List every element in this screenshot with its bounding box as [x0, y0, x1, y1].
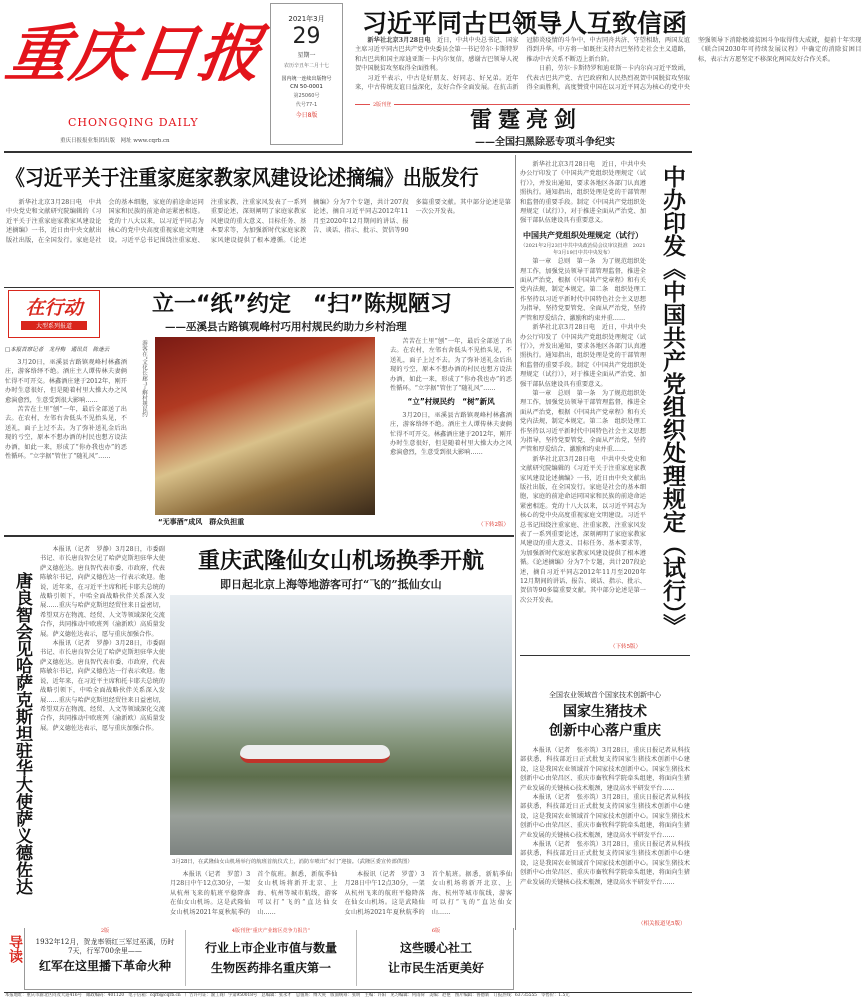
cn-number: CN 50-0001	[290, 84, 323, 90]
guide-page: 6版	[431, 928, 441, 934]
village-corridor-photo	[155, 337, 375, 515]
rural-headline: 立一“纸”约定 “扫”陈规陋习	[152, 292, 452, 317]
feature-headline: 雷霆亮剑	[470, 108, 583, 133]
airport-headline: 重庆武隆仙女山机场换季开航	[198, 549, 485, 574]
issn-label: 国内统一连续出版物号	[281, 76, 332, 82]
photo-caption-heading: “无事酒”成风 群众负担重	[158, 518, 245, 526]
book-story-headline: 《习近平关于注重家庭家教家风建设论述摘编》出版发行	[6, 166, 479, 190]
top-story-paragraph: 习近平表示，中古是好朋友、好同志、好兄弟。近年来，中古传统友谊日益深化，友好合作全面发展。在抗击新冠肺炎疫情的斗争中，中古同舟共济、守望相助，两国友谊得到升华。中方将一如既往支持古巴坚持走社会主义道路，推动中古关系不断迈上新台阶。	[355, 37, 690, 92]
pig-headline-line1: 国家生猪技术	[563, 704, 647, 720]
see-page-note: 2版刊登	[370, 101, 394, 108]
publisher-line: 重庆日报报业集团出版 网址 www.cqrb.cn	[60, 138, 170, 144]
airport-photo-caption: 3月28日，在武隆仙女山机场举行的航班首航仪式上，消防车喷出“水门”迎接。（武隆区委宣传部供图）	[172, 859, 413, 865]
right-column-body	[520, 160, 646, 639]
rural-paragraph: 3月20日，巫溪县古路镇观峰村林鑫酒庄，游客络绎不绝。酒庄主人谭传林夫妻俩忙得不可开交。林鑫酒庄建于2012年，刚开办时生意很好，但是随着村里大操大办之风愈演愈烈，生意受到很大影响……	[5, 359, 127, 404]
guide-box	[24, 928, 514, 990]
right-vertical-headline: 中办印发《中国共产党组织处理规定（试行）》	[659, 165, 685, 637]
guide-label: 导读	[7, 935, 23, 963]
continued-note: （下转5版）	[610, 644, 641, 650]
pig-paragraph: 本报讯（记者 张亦筑）3月28日，重庆日报记者从科技部获悉，科技部近日正式批复支持国家生猪技术创新中心建设，这是我国农业领域首个国家技术创新中心。国家生猪技术创新中心由荣昌区、重庆市畜牧科学院牵头组建，将面向生猪产业发展的关键核心技术瓶颈，建设高水平研发平台……	[520, 747, 690, 792]
rural-body-left	[5, 358, 127, 526]
rural-paragraph: 苦苦在土里“刨”一年，最后全部送了出去。在农村，左邻右舍低头不见抬头见，不送礼，面子上过不去。为了弥补送礼金后出现的亏空，原本不想办酒的村民也想方设法办酒，如此一来，形成了“你办我也办”的恶性循环。“立字据”管住了“随礼风”……	[390, 338, 512, 393]
pig-body	[520, 746, 690, 915]
guide-item[interactable]	[25, 928, 185, 990]
guide-item[interactable]	[357, 928, 515, 990]
rural-paragraph: 3月20日，巫溪县古路镇观峰村林鑫酒庄，游客络绎不绝。酒庄主人谭传林夫妻俩忙得不可开交。林鑫酒庄建于2012年，刚开办时生意很好，但是随着村里大操大办之风愈演愈烈，生意受到很大影响……	[390, 411, 512, 457]
masthead-logo: 重庆日报	[1, 17, 268, 90]
pig-kicker: 全国农业领域首个国家技术创新中心	[549, 691, 661, 699]
pig-headline-line2: 创新中心落户重庆	[549, 723, 661, 739]
guide-item[interactable]	[186, 928, 356, 990]
airport-body	[170, 870, 512, 922]
guide-title: 这些暖心社工	[399, 941, 472, 955]
date-weekday: 星期一	[297, 52, 316, 59]
book-story-body	[6, 198, 511, 284]
date-day: 29	[292, 24, 321, 49]
photo-side-caption: 游客在“文化长廊”了解村规民约	[141, 340, 147, 418]
book-story-paragraph: 新华社北京3月28日电 中共中央党史和文献研究院编辑的《习近平关于注重家庭家教家风建设论述摘编》一书，近日由中央文献出版社出版，在全国发行。家庭是社会的基本细胞，家庭的前途命运同国家和民族的前途命运紧密相连。党的十八大以来，以习近平同志为核心的党中央高度重视家庭文明建设。习近平总书记围绕注重家庭、注重家教、注重家风发表了一系列重要论述，深刻阐明了家庭家教家风建设的重大意义、目标任务、基本要求等，为加强新时代家庭家教家风建设提供了根本遵循。《论述摘编》分为7个专题，共计207段论述，摘自习近平同志2012年11月至2020年12月期间的讲话、报告、谈话、指示、批示、贺信等90多篇重要文献。其中部分论述是第一次公开发表。	[6, 199, 511, 244]
airport-water-salute-photo	[170, 595, 512, 855]
regulation-body: 第一章 总则 第一条 为了规范组织处理工作，加强党员领导干部管理监督，推进全面从严治党，根据《中国共产党章程》和有关党内法规，制定本规定。第二条 组织处理工作坚持以习近平新时代中国特色社会主义思想为指导，坚持党要管党、全面从严治党，坚持严管和厚爱结合、激励和约束并重……	[520, 389, 646, 454]
rural-paragraph: 苦苦在土里“刨”一年，最后全部送了出去。在农村，左邻右舍低头不见抬头见，不送礼，面子上过不去。为了弥补送礼金后出现的亏空，原本不想办酒的村民也想方设法办酒，如此一来，形成了“你办我也办”的恶性循环。“立字据”管住了“随礼风”……	[5, 406, 127, 461]
top-story-paragraph: 近日，中共中央总书记、国家主席习近平同古巴共产党中央委员会第一书记劳尔·卡斯特罗和古巴共和国主席迪亚斯－卡内尔复信，感谢古巴领导人祝贺中国脱贫攻坚取得全面胜利。	[355, 37, 519, 73]
right-column-paragraph: 新华社北京3月28日电 近日，中共中央办公厅印发了《中国共产党组织处理规定（试行）》，并发出通知，要求各地区各部门认真遵照执行。通知指出，组织处理是党的干部管理和监督的重要手段。制定《中国共产党组织处理规定（试行）》，对于推进全面从严治党、加强干部队伍建设具有重要意义。	[520, 324, 646, 388]
footer-info: 本报地址：重庆市渝北区同茂大道416号 邮政编码：401120 电子信箱：cqrb@cqrb.cn 广告许可证：渝工商广字第950018号 总编辑：张永才 总值班：傅大庚 版面统筹：张明 主编：许阳 见习编辑：何雨荷 美编：赵艳 图片编辑：鲁德新 订报热线：63735555 零售价：1.5元	[5, 993, 570, 998]
top-story-paragraph: 日前，劳尔·卡斯特罗和迪亚斯－卡内尔向习近平致函，代表古巴共产党、古巴政府和人民热烈祝贺中国脱贫攻坚取得全面胜利，高度赞赏中国在以习近平同志为核心的党中央坚强领导下消除极端贫困斗争取得伟大成就，提前十年实现《联合国2030年可持续发展议程》中确定的消除贫困目标，表示古方愿坚定不移深化两国友好合作关系。	[526, 37, 862, 92]
guide-page: 4版刊登“重庆产业辖区竞争力报告”	[231, 928, 311, 934]
pig-paragraph: 本报讯（记者 张亦筑）3月28日，重庆日报记者从科技部获悉，科技部近日正式批复支持国家生猪技术创新中心建设，这是我国农业领域首个国家技术创新中心。国家生猪技术创新中心由荣昌区、重庆市畜牧科学院牵头组建，将面向生猪产业发展的关键核心技术瓶颈，建设高水平研发平台……	[520, 794, 690, 839]
top-story-body	[355, 36, 862, 98]
guide-title: 行业上市企业市值与数量	[204, 941, 337, 955]
stamp-title: 在行动	[25, 297, 83, 319]
right-column-paragraph: 新华社北京3月28日电 近日，中共中央办公厅印发了《中国共产党组织处理规定（试行）》，并发出通知，要求各地区各部门认真遵照执行。通知指出，组织处理是党的干部管理和监督的重要手段。制定《中国共产党组织处理规定（试行）》，对于推进全面从严治党、加强干部队伍建设具有重要意义。	[520, 161, 646, 225]
pig-continued: （相关报道见5版）	[638, 921, 686, 927]
guide-title: 生物医药排名重庆第一	[210, 961, 331, 975]
guide-title: 红军在这里播下革命火种	[38, 959, 171, 973]
governor-paragraph: 本报讯（记者 罗静）3月28日，市委副书记、市长唐良智会见了哈萨克斯坦驻华大使萨义德佐达。唐良智代表市委、市政府，代表陈敏尔书记，向萨义德佐达一行表示欢迎。他说，近年来，在习近平主席和托卡耶夫总统的战略引领下，中哈全面战略伙伴关系深入发展……重庆与哈萨克斯坦经贸往来日益密切，希望双方在物流、经贸、人文等领域深化交流合作，共同推动中欧班列（渝新欧）高质量发展。萨义德佐达表示，愿与重庆加强合作。	[40, 640, 165, 732]
airport-paragraph: 本报讯（记者 罗蕾）3月28日中午12点30分，一架从杭州飞来的航班平稳降落在仙女山机场。这是武隆仙女山机场2021年夏秋航季的首个航班。据悉，新航季仙女山机场将新开北京、上海、杭州等城市航线，游客可以打“飞的”直达仙女山……	[170, 871, 338, 916]
rural-continued: （下转2版）	[478, 522, 509, 528]
rural-byline: □本报首席记者 龙丹梅 通讯员 陈迷云	[5, 347, 110, 353]
stamp-subtitle: 大型系列报道	[21, 321, 87, 330]
governor-vertical-headline: 唐良智会见哈萨克斯坦驻华大使萨义德佐达	[12, 572, 32, 895]
airport-paragraph: 本报讯（记者 罗蕾）3月28日中午12点30分，一架从杭州飞来的航班平稳降落在仙女山机场。这是武隆仙女山机场2021年夏秋航季的首个航班。据悉，新航季仙女山机场将新开北京、上海、杭州等城市航线，游客可以打“飞的”直达仙女山……	[344, 871, 512, 916]
regulation-body: 第一章 总则 第一条 为了规范组织处理工作，加强党员领导干部管理监督，推进全面从严治党，根据《中国共产党章程》和有关党内法规，制定本规定。第二条 组织处理工作坚持以习近平新时代中国特色社会主义思想为指导，坚持党要管党、全面从严治党，坚持严管和厚爱结合、激励和约束并重……	[520, 258, 646, 322]
issue-number: 第25060号	[293, 93, 320, 99]
page-count: 今日8版	[295, 112, 318, 119]
regulation-title: 中国共产党组织处理规定（试行）	[523, 230, 643, 240]
postal-code: 代号77-1	[295, 102, 318, 108]
guide-intro: 1932年12月，贺龙率领红三军过巫溪，历时7天，行军700余里——	[35, 938, 175, 955]
date-box	[270, 3, 343, 145]
lunar-date: 农历辛丑年二月十七	[283, 63, 329, 69]
rural-quote-heading: “立”村规民约 “树”新风	[407, 397, 495, 407]
top-story-dateline: 新华社北京3月28日电	[367, 37, 431, 44]
date-year-month: 2021年3月	[288, 15, 325, 23]
regulation-meta: （2021年2月23日中共中央政治局会议审议批准 2021年3月19日中共中央发布）	[520, 243, 646, 257]
governor-body	[40, 545, 165, 915]
rural-body-right	[390, 337, 512, 515]
feature-subtitle: ——全国扫黑除恶专项斗争纪实	[475, 137, 615, 148]
governor-paragraph: 本报讯（记者 罗静）3月28日，市委副书记、市长唐良智会见了哈萨克斯坦驻华大使萨义德佐达。唐良智代表市委、市政府，代表陈敏尔书记，向萨义德佐达一行表示欢迎。他说，近年来，在习近平主席和托卡耶夫总统的战略引领下，中哈全面战略伙伴关系深入发展……重庆与哈萨克斯坦经贸往来日益密切，希望双方在物流、经贸、人文等领域深化交流合作，共同推动中欧班列（渝新欧）高质量发展。萨义德佐达表示，愿与重庆加强合作。	[40, 546, 165, 638]
airport-subtitle: 即日起北京上海等地游客可打“飞的”抵仙女山	[220, 578, 442, 591]
guide-page: 2版	[100, 928, 110, 934]
right-column-paragraph: 新华社北京3月28日电 中共中央党史和文献研究院编辑的《习近平关于注重家庭家教家风建设论述摘编》一书，近日由中央文献出版社出版，在全国发行。家庭是社会的基本细胞，家庭的前途命运同国家和民族的前途命运紧密相连。党的十八大以来，以习近平同志为核心的党中央高度重视家庭文明建设。习近平总书记围绕注重家庭、注重家教、注重家风发表了一系列重要论述，深刻阐明了家庭家教家风建设的重大意义、目标任务、基本要求等，为加强新时代家庭家教家风建设提供了根本遵循。《论述摘编》分为7个专题，共计207段论述，摘自习近平同志2012年11月至2020年12月期间的讲话、报告、谈话、指示、批示、贺信等90多篇重要文献。其中部分论述是第一次公开发表。	[520, 455, 646, 604]
top-story-headline: 习近平同古巴领导人互致信函	[362, 9, 688, 38]
guide-title: 让市民生活更美好	[387, 961, 484, 975]
masthead-english: CHONGQING DAILY	[68, 116, 199, 129]
series-stamp	[8, 290, 100, 338]
pig-paragraph: 本报讯（记者 张亦筑）3月28日，重庆日报记者从科技部获悉，科技部近日正式批复支持国家生猪技术创新中心建设，这是我国农业领域首个国家技术创新中心。国家生猪技术创新中心由荣昌区、重庆市畜牧科学院牵头组建，将面向生猪产业发展的关键核心技术瓶颈，建设高水平研发平台……	[520, 841, 690, 886]
rural-subtitle: ——巫溪县古路镇观峰村巧用村规民约助力乡村治理	[165, 321, 407, 333]
